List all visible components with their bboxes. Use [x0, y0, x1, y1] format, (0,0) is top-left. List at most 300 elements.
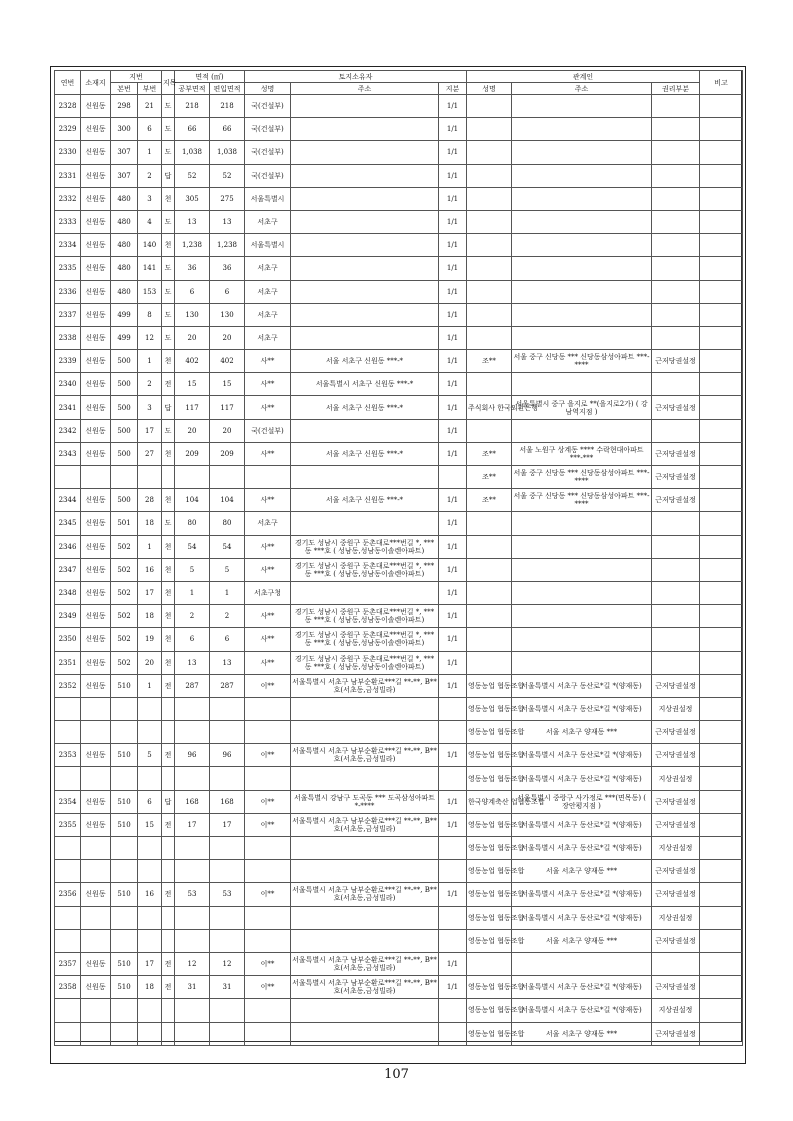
- cell-no: 2346: [55, 535, 81, 558]
- cell-area: 117: [175, 396, 210, 419]
- cell-cat: [162, 906, 175, 929]
- cell-note: [700, 350, 743, 373]
- cell-loc: 신원동: [81, 813, 111, 836]
- cell-addr: 서울 서초구 신원동 ***-*: [291, 396, 439, 419]
- cell-rname: 영동농업 협동조합: [467, 883, 512, 906]
- cell-name: 사**: [245, 373, 291, 396]
- cell-cat: 천: [162, 350, 175, 373]
- cell-incl: [210, 1022, 245, 1045]
- cell-sub: 4: [138, 210, 162, 233]
- cell-rname: 영동농업 협동조합: [467, 697, 512, 720]
- header-sub: 부번: [138, 83, 162, 95]
- cell-area: 2: [175, 605, 210, 628]
- cell-cat: [162, 999, 175, 1022]
- cell-cat: 천: [162, 581, 175, 604]
- cell-area: 13: [175, 651, 210, 674]
- cell-rname: 조**: [467, 442, 512, 465]
- cell-cat: 도: [162, 141, 175, 164]
- cell-name: 이**: [245, 976, 291, 999]
- cell-addr: 서울특별시 서초구 남부순환로***길 **-**, B**호(서초동,금성빌라): [291, 813, 439, 836]
- cell-rname: [467, 605, 512, 628]
- cell-name: 서울특별시: [245, 187, 291, 210]
- cell-sub: 3: [138, 396, 162, 419]
- cell-rtype: [652, 628, 700, 651]
- table-header: [55, 71, 743, 95]
- cell-incl: [210, 697, 245, 720]
- cell-main: 480: [111, 187, 138, 210]
- cell-addr: [291, 187, 439, 210]
- table-row: [55, 906, 743, 929]
- cell-name: 사**: [245, 396, 291, 419]
- cell-no: 2347: [55, 558, 81, 581]
- cell-share: 1/1: [439, 164, 467, 187]
- cell-sub: 8: [138, 303, 162, 326]
- cell-share: 1/1: [439, 234, 467, 257]
- cell-note: [700, 326, 743, 349]
- header-lot: 지번: [111, 71, 162, 83]
- cell-name: 국(건설부): [245, 141, 291, 164]
- table-row: [55, 442, 743, 465]
- cell-cat: 도: [162, 257, 175, 280]
- cell-share: [439, 860, 467, 883]
- header-area: 면적 (㎡): [175, 71, 245, 83]
- cell-loc: 신원동: [81, 674, 111, 697]
- cell-raddr: 서울특별시 서초구 동산로*길 *(양재동): [512, 837, 652, 860]
- cell-main: 500: [111, 442, 138, 465]
- cell-area: 17: [175, 813, 210, 836]
- cell-cat: [162, 466, 175, 489]
- cell-area: 31: [175, 976, 210, 999]
- cell-name: [245, 906, 291, 929]
- cell-name: 사**: [245, 558, 291, 581]
- cell-cat: 전: [162, 883, 175, 906]
- cell-sub: [138, 1022, 162, 1045]
- cell-main: 510: [111, 790, 138, 813]
- cell-note: [700, 767, 743, 790]
- cell-main: [111, 1022, 138, 1045]
- cell-raddr: 서울특별시 서초구 동산로*길 *(양재동): [512, 744, 652, 767]
- cell-raddr: [512, 373, 652, 396]
- cell-cat: 천: [162, 535, 175, 558]
- cell-sub: 6: [138, 118, 162, 141]
- cell-rtype: [652, 605, 700, 628]
- cell-name: 사**: [245, 535, 291, 558]
- cell-addr: 경기도 성남시 중원구 둔촌대로***번길 *, ***동 ***호 ( 성남동,성남동이솔렌아파트): [291, 628, 439, 651]
- cell-main: 510: [111, 952, 138, 975]
- cell-sub: 5: [138, 744, 162, 767]
- table-row: [55, 95, 743, 118]
- cell-raddr: 서울특별시 서초구 동산로*길 *(양재동): [512, 813, 652, 836]
- cell-cat: [162, 1022, 175, 1045]
- cell-note: [700, 118, 743, 141]
- cell-loc: [81, 860, 111, 883]
- cell-name: 서울특별시: [245, 234, 291, 257]
- cell-raddr: 서울특별시 중랑구 사가정로 ***(면목동) ( 장안평지점 ): [512, 790, 652, 813]
- cell-addr: 경기도 성남시 중원구 둔촌대로***번길 *, ***동 ***호 ( 성남동,성남동이솔렌아파트): [291, 651, 439, 674]
- cell-note: [700, 906, 743, 929]
- cell-addr: 서울특별시 서초구 남부순환로***길 **-**, B**호(서초동,금성빌라): [291, 952, 439, 975]
- cell-sub: 1: [138, 350, 162, 373]
- cell-rtype: [652, 187, 700, 210]
- cell-addr: [291, 210, 439, 233]
- cell-share: [439, 697, 467, 720]
- cell-name: 이**: [245, 790, 291, 813]
- cell-no: 2335: [55, 257, 81, 280]
- cell-rname: 조**: [467, 489, 512, 512]
- cell-name: 사**: [245, 628, 291, 651]
- cell-no: [55, 860, 81, 883]
- cell-loc: 신원동: [81, 396, 111, 419]
- cell-addr: 서울 서초구 신원동 ***-*: [291, 442, 439, 465]
- cell-area: 96: [175, 744, 210, 767]
- cell-incl: 53: [210, 883, 245, 906]
- cell-main: 502: [111, 651, 138, 674]
- cell-sub: 17: [138, 952, 162, 975]
- cell-addr: [291, 326, 439, 349]
- cell-sub: 16: [138, 883, 162, 906]
- table-row: [55, 466, 743, 489]
- cell-addr: [291, 118, 439, 141]
- cell-area: [175, 767, 210, 790]
- header-owner-address: 주소: [291, 83, 439, 95]
- cell-area: 1: [175, 581, 210, 604]
- cell-loc: 신원동: [81, 419, 111, 442]
- cell-loc: 신원동: [81, 326, 111, 349]
- table-row: [55, 164, 743, 187]
- cell-share: 1/1: [439, 790, 467, 813]
- cell-rname: 영동농업 협동조합: [467, 1022, 512, 1045]
- cell-main: 480: [111, 210, 138, 233]
- cell-no: [55, 929, 81, 952]
- cell-cat: 전: [162, 674, 175, 697]
- cell-area: 20: [175, 419, 210, 442]
- cell-no: 2354: [55, 790, 81, 813]
- cell-addr: 서울특별시 서초구 남부순환로***길 **-**, B**호(서초동,금성빌라): [291, 674, 439, 697]
- cell-sub: 18: [138, 976, 162, 999]
- table-row: [55, 767, 743, 790]
- cell-note: [700, 187, 743, 210]
- land-table: [54, 70, 743, 1046]
- cell-note: [700, 373, 743, 396]
- cell-area: 6: [175, 280, 210, 303]
- cell-name: [245, 721, 291, 744]
- cell-incl: 96: [210, 744, 245, 767]
- cell-share: 1/1: [439, 883, 467, 906]
- cell-incl: 402: [210, 350, 245, 373]
- cell-no: 2345: [55, 512, 81, 535]
- cell-no: 2358: [55, 976, 81, 999]
- cell-rtype: 근저당권설정: [652, 744, 700, 767]
- table-row: [55, 1022, 743, 1045]
- table-row: [55, 118, 743, 141]
- cell-no: 2348: [55, 581, 81, 604]
- cell-main: 502: [111, 535, 138, 558]
- cell-note: [700, 280, 743, 303]
- cell-raddr: [512, 118, 652, 141]
- cell-raddr: 서울 서초구 양재동 ***: [512, 860, 652, 883]
- header-public-area: 공부면적: [175, 83, 210, 95]
- cell-share: 1/1: [439, 210, 467, 233]
- cell-sub: 17: [138, 419, 162, 442]
- cell-note: [700, 234, 743, 257]
- header-rights-address: 주소: [512, 83, 652, 95]
- cell-rtype: [652, 326, 700, 349]
- cell-no: 2333: [55, 210, 81, 233]
- cell-addr: [291, 419, 439, 442]
- cell-sub: 18: [138, 605, 162, 628]
- cell-rtype: 지상권설정: [652, 767, 700, 790]
- cell-incl: 218: [210, 95, 245, 118]
- cell-raddr: [512, 952, 652, 975]
- cell-loc: 신원동: [81, 350, 111, 373]
- cell-addr: 서울 서초구 신원동 ***-*: [291, 350, 439, 373]
- cell-raddr: [512, 419, 652, 442]
- cell-main: 480: [111, 234, 138, 257]
- cell-rname: 한국양계축산 업협동조합: [467, 790, 512, 813]
- cell-rtype: [652, 373, 700, 396]
- header-note: 비고: [700, 71, 743, 95]
- cell-area: 52: [175, 164, 210, 187]
- cell-rtype: [652, 303, 700, 326]
- cell-note: [700, 674, 743, 697]
- cell-rname: 영동농업 협동조합: [467, 674, 512, 697]
- cell-sub: [138, 999, 162, 1022]
- cell-sub: 141: [138, 257, 162, 280]
- cell-main: 502: [111, 581, 138, 604]
- cell-name: 이**: [245, 744, 291, 767]
- cell-loc: 신원동: [81, 187, 111, 210]
- cell-loc: 신원동: [81, 442, 111, 465]
- cell-incl: 13: [210, 651, 245, 674]
- cell-no: [55, 837, 81, 860]
- cell-no: 2353: [55, 744, 81, 767]
- header-rights-holder: 관계인: [467, 71, 700, 83]
- cell-rtype: [652, 95, 700, 118]
- table-row: [55, 837, 743, 860]
- cell-share: 1/1: [439, 396, 467, 419]
- cell-raddr: [512, 558, 652, 581]
- cell-share: 1/1: [439, 952, 467, 975]
- cell-incl: 17: [210, 813, 245, 836]
- cell-raddr: [512, 234, 652, 257]
- cell-rname: [467, 512, 512, 535]
- cell-addr: [291, 95, 439, 118]
- cell-sub: 20: [138, 651, 162, 674]
- cell-name: 서초구: [245, 257, 291, 280]
- cell-name: 이**: [245, 674, 291, 697]
- cell-share: 1/1: [439, 257, 467, 280]
- cell-share: 1/1: [439, 280, 467, 303]
- cell-main: [111, 837, 138, 860]
- cell-loc: [81, 466, 111, 489]
- cell-cat: 도: [162, 326, 175, 349]
- cell-name: 국(건설부): [245, 95, 291, 118]
- cell-name: 국(건설부): [245, 419, 291, 442]
- table-row: [55, 581, 743, 604]
- cell-rname: [467, 651, 512, 674]
- cell-main: [111, 697, 138, 720]
- cell-main: [111, 767, 138, 790]
- cell-incl: 54: [210, 535, 245, 558]
- cell-rtype: 근저당권설정: [652, 813, 700, 836]
- cell-raddr: 서울특별시 서초구 동산로*길 *(양재동): [512, 883, 652, 906]
- cell-sub: 12: [138, 326, 162, 349]
- cell-note: [700, 628, 743, 651]
- cell-raddr: 서울 노원구 상계동 **** 수락현대아파트 ***-***: [512, 442, 652, 465]
- cell-area: 305: [175, 187, 210, 210]
- cell-note: [700, 489, 743, 512]
- cell-cat: 답: [162, 790, 175, 813]
- cell-area: 66: [175, 118, 210, 141]
- cell-addr: [291, 1022, 439, 1045]
- cell-raddr: [512, 628, 652, 651]
- cell-name: [245, 860, 291, 883]
- cell-area: 287: [175, 674, 210, 697]
- cell-share: 1/1: [439, 442, 467, 465]
- cell-note: [700, 883, 743, 906]
- cell-rname: [467, 628, 512, 651]
- cell-main: 500: [111, 350, 138, 373]
- cell-loc: 신원동: [81, 164, 111, 187]
- cell-area: [175, 999, 210, 1022]
- cell-addr: 서울특별시 서초구 남부순환로***길 **-**, B**호(서초동,금성빌라): [291, 883, 439, 906]
- cell-name: 사**: [245, 489, 291, 512]
- cell-rtype: [652, 280, 700, 303]
- cell-addr: 서울특별시 서초구 남부순환로***길 **-**, B**호(서초동,금성빌라): [291, 976, 439, 999]
- cell-addr: [291, 767, 439, 790]
- cell-share: 1/1: [439, 118, 467, 141]
- cell-cat: 전: [162, 744, 175, 767]
- cell-main: 510: [111, 813, 138, 836]
- cell-no: 2352: [55, 674, 81, 697]
- table-row: [55, 744, 743, 767]
- cell-incl: 52: [210, 164, 245, 187]
- table-row: [55, 999, 743, 1022]
- cell-addr: 경기도 성남시 중원구 둔촌대로***번길 *, ***동 ***호 ( 성남동,성남동이솔렌아파트): [291, 535, 439, 558]
- cell-addr: [291, 697, 439, 720]
- table-row: [55, 303, 743, 326]
- cell-rtype: 근저당권설정: [652, 1022, 700, 1045]
- cell-no: 2338: [55, 326, 81, 349]
- table-row: [55, 419, 743, 442]
- cell-share: 1/1: [439, 813, 467, 836]
- cell-note: [700, 419, 743, 442]
- table-row: [55, 234, 743, 257]
- cell-raddr: [512, 187, 652, 210]
- cell-rname: [467, 234, 512, 257]
- cell-note: [700, 141, 743, 164]
- cell-area: 168: [175, 790, 210, 813]
- cell-no: 2328: [55, 95, 81, 118]
- cell-name: [245, 837, 291, 860]
- cell-rtype: [652, 141, 700, 164]
- cell-sub: 1: [138, 141, 162, 164]
- cell-cat: 도: [162, 303, 175, 326]
- cell-incl: 20: [210, 326, 245, 349]
- cell-raddr: [512, 326, 652, 349]
- cell-incl: 104: [210, 489, 245, 512]
- cell-incl: [210, 466, 245, 489]
- cell-addr: [291, 999, 439, 1022]
- cell-share: 1/1: [439, 605, 467, 628]
- header-owner-name: 성명: [245, 83, 291, 95]
- cell-addr: 경기도 성남시 중원구 둔촌대로***번길 *, ***동 ***호 ( 성남동,성남동이솔렌아파트): [291, 605, 439, 628]
- cell-share: 1/1: [439, 373, 467, 396]
- cell-note: [700, 813, 743, 836]
- cell-area: [175, 466, 210, 489]
- cell-note: [700, 697, 743, 720]
- cell-raddr: 서울 서초구 양재동 ***: [512, 721, 652, 744]
- cell-rtype: 근저당권설정: [652, 466, 700, 489]
- cell-cat: [162, 837, 175, 860]
- cell-raddr: 서울 서초구 양재동 ***: [512, 929, 652, 952]
- cell-rtype: [652, 257, 700, 280]
- cell-main: [111, 860, 138, 883]
- header-location: 소재지: [81, 71, 111, 95]
- cell-no: 2340: [55, 373, 81, 396]
- cell-loc: 신원동: [81, 303, 111, 326]
- cell-loc: 신원동: [81, 257, 111, 280]
- cell-note: [700, 790, 743, 813]
- cell-incl: 1,238: [210, 234, 245, 257]
- table-row: [55, 628, 743, 651]
- cell-addr: 서울특별시 강남구 도곡동 *** 도곡삼성아파트 *-****: [291, 790, 439, 813]
- cell-rname: [467, 164, 512, 187]
- cell-main: 307: [111, 164, 138, 187]
- cell-area: [175, 837, 210, 860]
- cell-main: 480: [111, 280, 138, 303]
- cell-name: 이**: [245, 813, 291, 836]
- cell-area: 1,238: [175, 234, 210, 257]
- table-row: [55, 535, 743, 558]
- cell-raddr: 서울 서초구 양재동 ***: [512, 1022, 652, 1045]
- cell-sub: [138, 929, 162, 952]
- cell-rtype: 근저당권설정: [652, 883, 700, 906]
- cell-area: 36: [175, 257, 210, 280]
- table-row: [55, 952, 743, 975]
- cell-rname: 영동농업 협동조합: [467, 860, 512, 883]
- cell-rtype: 근저당권설정: [652, 721, 700, 744]
- cell-main: 501: [111, 512, 138, 535]
- cell-rtype: [652, 581, 700, 604]
- cell-name: 사**: [245, 605, 291, 628]
- cell-raddr: [512, 303, 652, 326]
- cell-area: 54: [175, 535, 210, 558]
- cell-rtype: 지상권설정: [652, 697, 700, 720]
- cell-rname: 영동농업 협동조합: [467, 767, 512, 790]
- table-row: [55, 373, 743, 396]
- cell-no: 2336: [55, 280, 81, 303]
- cell-incl: 66: [210, 118, 245, 141]
- cell-share: [439, 721, 467, 744]
- cell-note: [700, 164, 743, 187]
- cell-share: 1/1: [439, 95, 467, 118]
- cell-sub: 3: [138, 187, 162, 210]
- cell-note: [700, 442, 743, 465]
- cell-area: 402: [175, 350, 210, 373]
- cell-share: 1/1: [439, 419, 467, 442]
- cell-share: 1/1: [439, 489, 467, 512]
- header-serial: 연번: [55, 71, 81, 95]
- cell-note: [700, 558, 743, 581]
- cell-raddr: 서울 중구 신당동 *** 신당동삼성아파트 ***-****: [512, 489, 652, 512]
- cell-cat: 천: [162, 628, 175, 651]
- cell-area: [175, 697, 210, 720]
- table-row: [55, 721, 743, 744]
- cell-cat: 답: [162, 164, 175, 187]
- table-row: [55, 558, 743, 581]
- cell-main: 298: [111, 95, 138, 118]
